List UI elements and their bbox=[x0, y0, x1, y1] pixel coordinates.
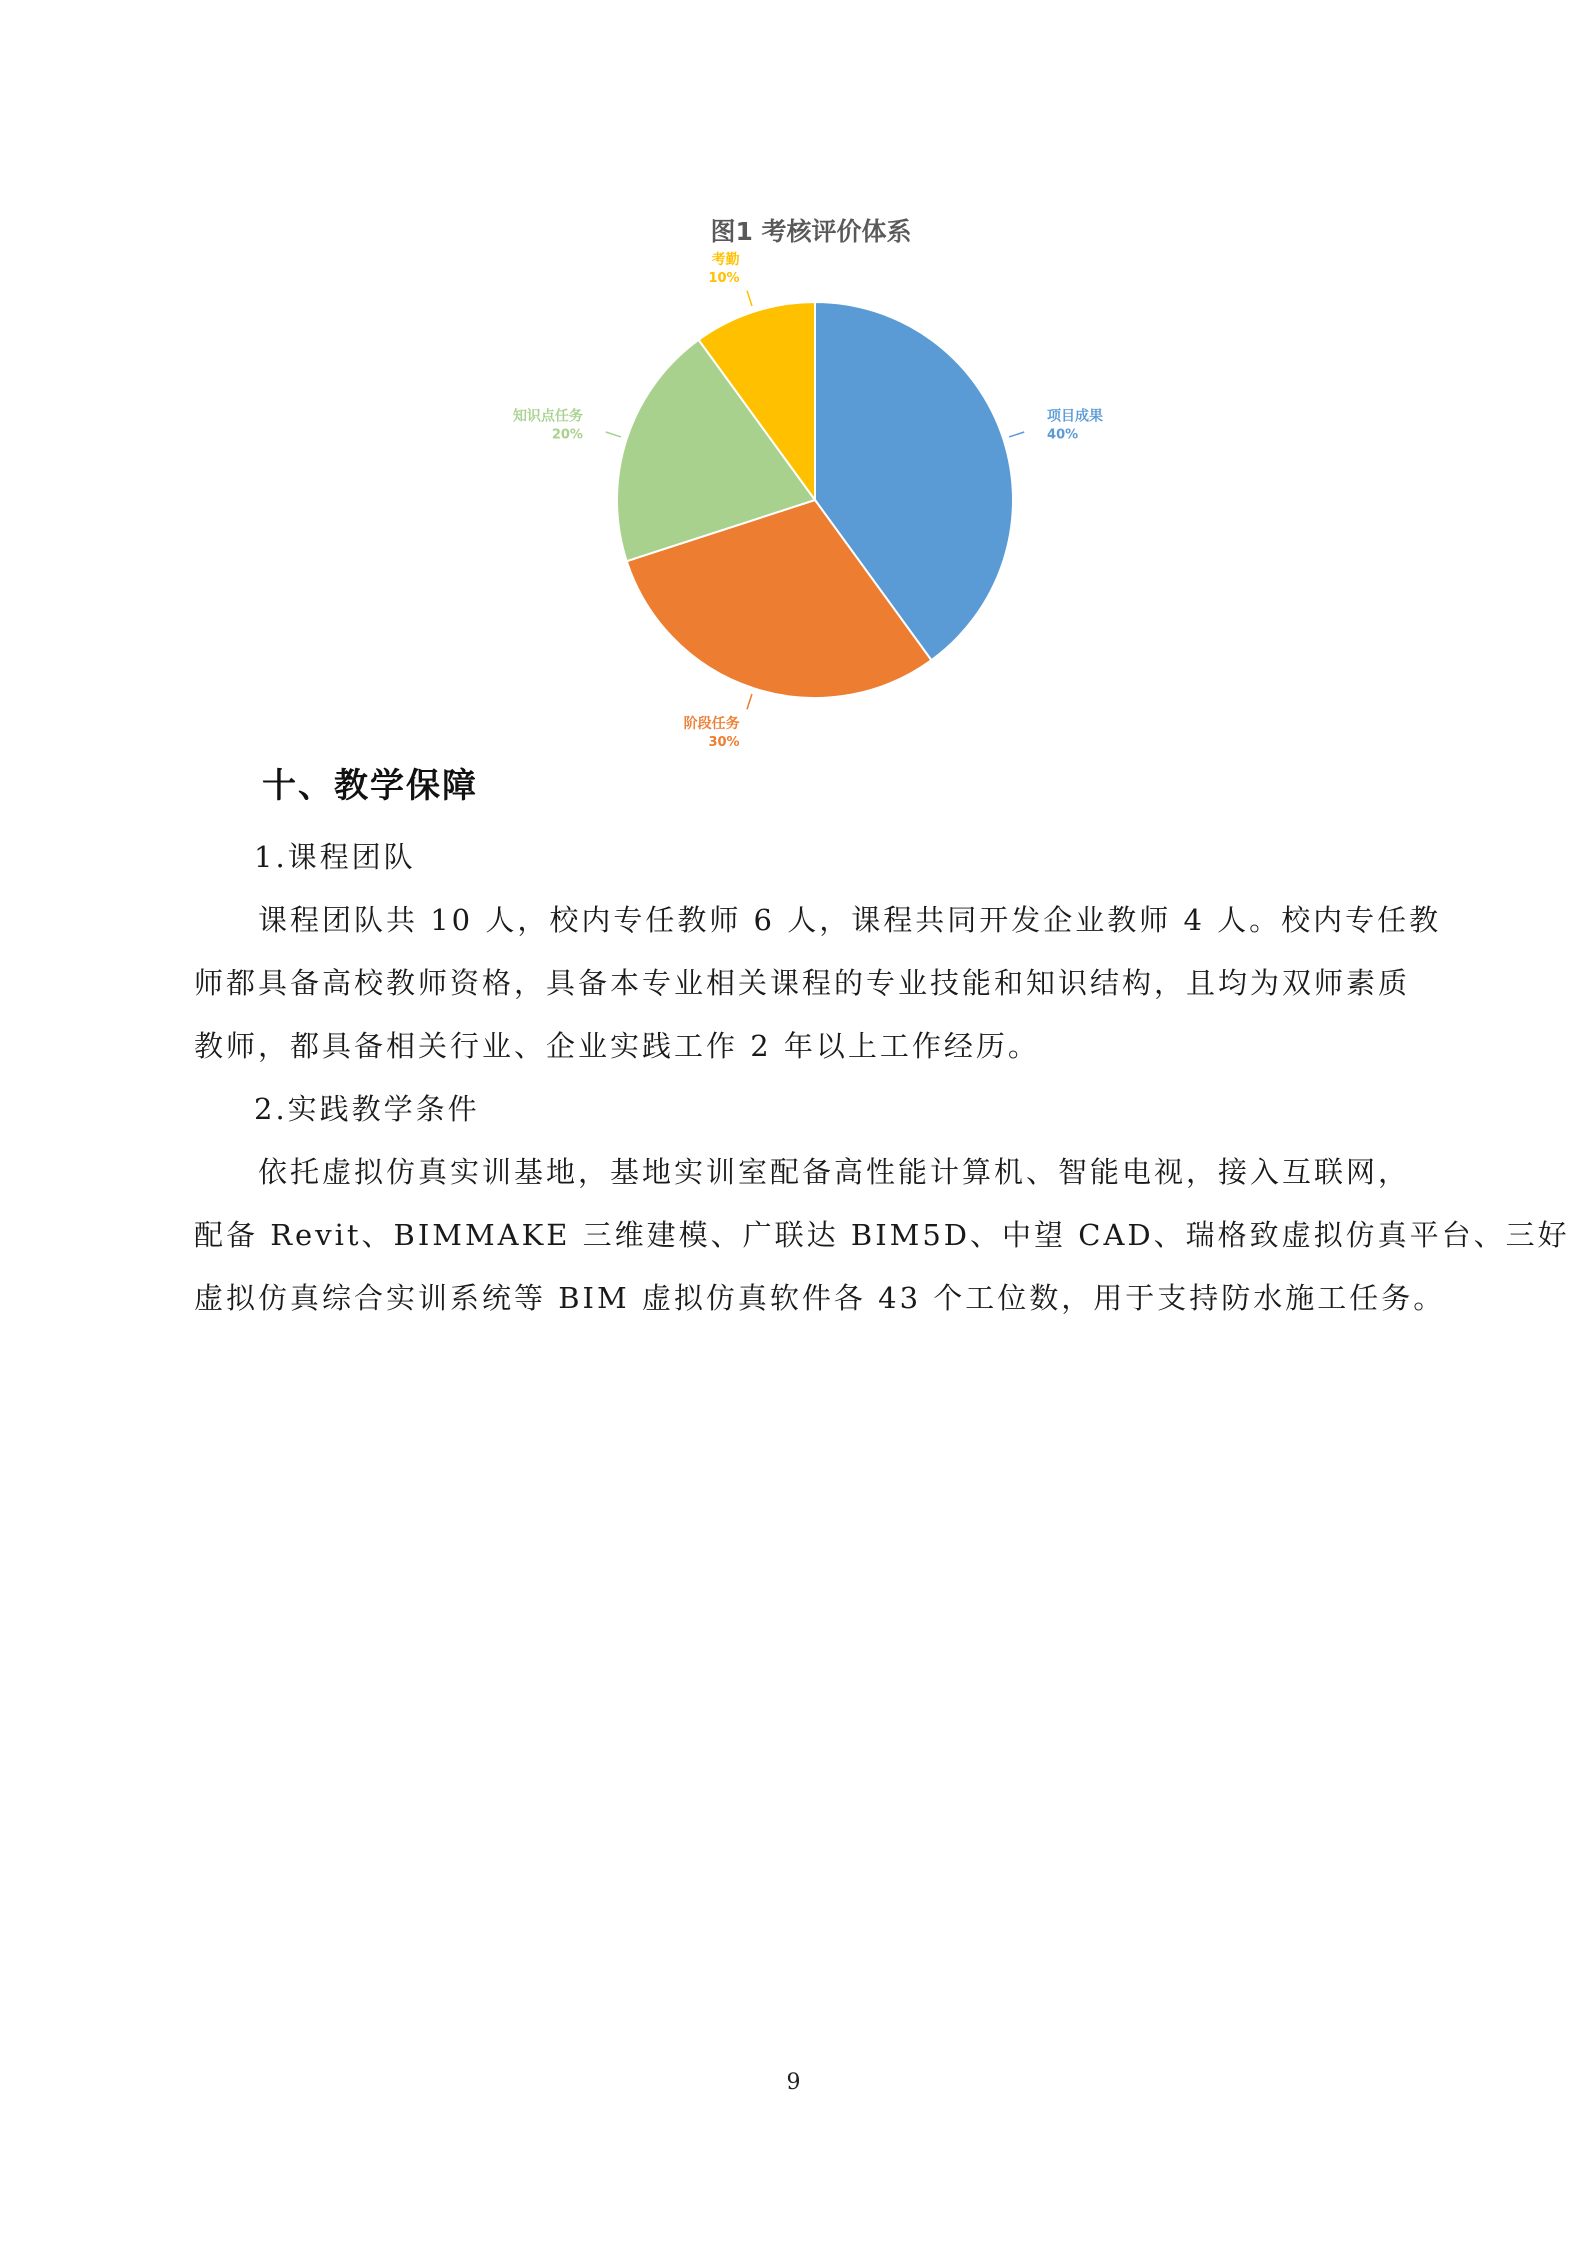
subsection-title-practice: 2.实践教学条件 bbox=[254, 1092, 480, 1126]
pie-leader-line-2 bbox=[747, 694, 752, 709]
paragraph-practice-line-3: 虚拟仿真综合实训系统等 BIM 虚拟仿真软件各 43 个工位数，用于支持防水施工任务。 bbox=[194, 1281, 1446, 1315]
pie-slice-percent-2: 30% bbox=[708, 735, 740, 751]
paragraph-team-line-3: 教师，都具备相关行业、企业实践工作 2 年以上工作经历。 bbox=[194, 1029, 1040, 1063]
paragraph-team-line-1: 课程团队共 10 人，校内专任教师 6 人，课程共同开发企业教师 4 人。校内专任教 bbox=[258, 903, 1442, 937]
paragraph-practice-line-2: 配备 Revit、BIMMAKE 三维建模、广联达 BIM5D、中望 CAD、瑞格致虚拟仿真平台、三好 bbox=[194, 1218, 1570, 1252]
pie-slice-label-4: 考勤 bbox=[711, 251, 740, 268]
pie-chart-svg bbox=[480, 200, 1120, 760]
pie-slices bbox=[617, 302, 1013, 698]
subsection-title-team: 1.课程团队 bbox=[254, 840, 416, 874]
pie-slice-label-3: 知识点任务 bbox=[512, 408, 583, 425]
pie-slice-percent-1: 40% bbox=[1047, 427, 1079, 443]
paragraph-practice-line-1: 依托虚拟仿真实训基地，基地实训室配备高性能计算机、智能电视，接入互联网， bbox=[258, 1155, 1411, 1189]
pie-leader-line-1 bbox=[1009, 432, 1024, 437]
page-number: 9 bbox=[786, 2070, 801, 2095]
pie-slice-label-1: 项目成果 bbox=[1047, 408, 1104, 425]
paragraph-team-line-2: 师都具备高校教师资格，具备本专业相关课程的专业技能和知识结构，且均为双师素质 bbox=[194, 966, 1411, 1000]
pie-leader-line-4 bbox=[747, 291, 752, 306]
pie-slice-percent-3: 20% bbox=[551, 427, 583, 443]
pie-slice-percent-4: 10% bbox=[708, 270, 740, 286]
pie-slice-label-2: 阶段任务 bbox=[683, 716, 740, 733]
pie-leader-line-3 bbox=[606, 432, 621, 437]
section-heading: 十、教学保障 bbox=[262, 766, 478, 806]
chart-title: 图1 考核评价体系 bbox=[710, 217, 912, 246]
pie-chart bbox=[480, 200, 1120, 760]
